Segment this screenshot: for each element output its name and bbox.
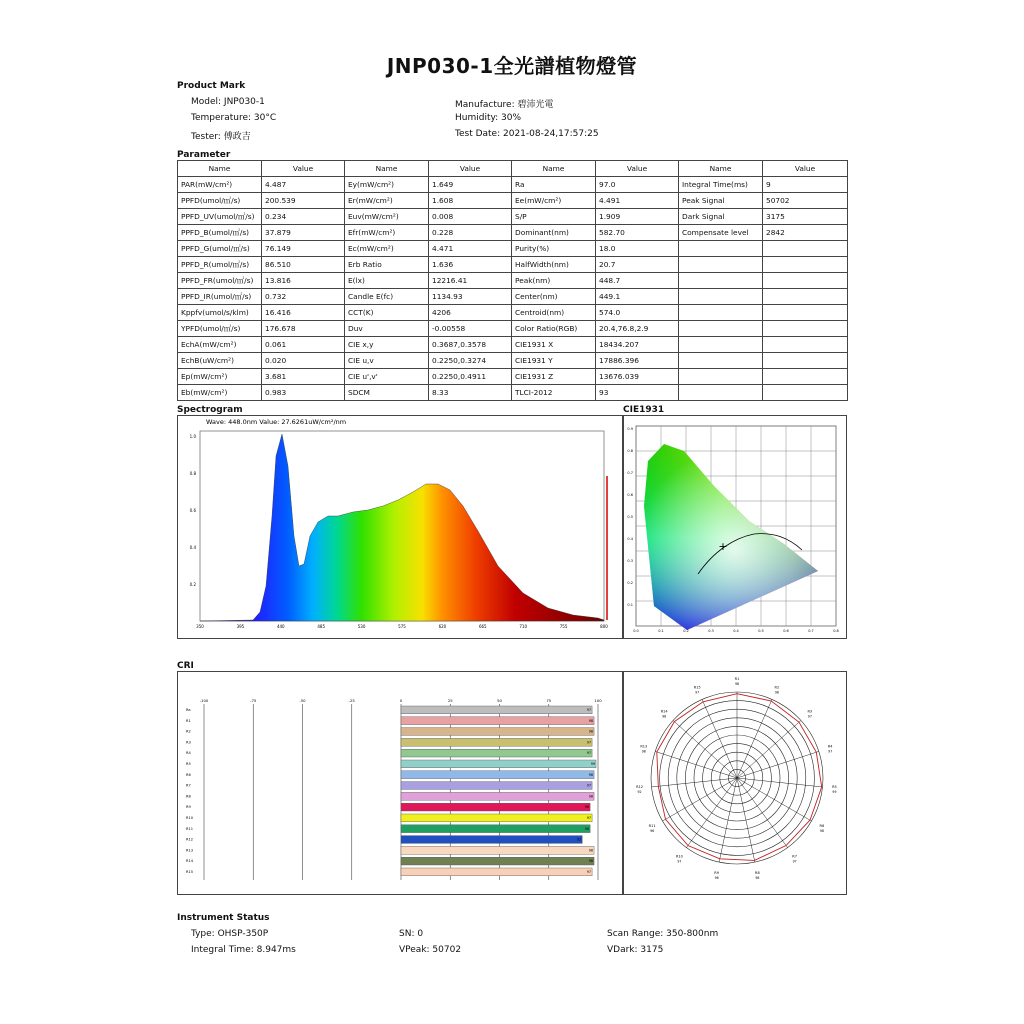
- param-name-cell: [679, 273, 763, 289]
- param-value-cell: 18.0: [596, 241, 679, 257]
- tester-field: Tester: 傅政吉: [191, 132, 251, 142]
- cie-x-tick: 0.8: [833, 629, 839, 633]
- cri-value: 98: [588, 859, 594, 864]
- polar-value: 96: [714, 875, 719, 880]
- param-value-cell: 18434.207: [596, 337, 679, 353]
- spec-x-tick: 395: [236, 624, 245, 629]
- param-value-cell: 1134.93: [429, 289, 512, 305]
- param-value-cell: 0.061: [262, 337, 345, 353]
- cri-bar: [401, 814, 592, 822]
- polar-value: 98: [662, 714, 667, 719]
- cri-axis-tick: 50: [497, 698, 502, 703]
- cri-axis-tick: -50: [299, 698, 306, 703]
- param-row: [178, 289, 848, 305]
- polar-label: R7: [792, 854, 797, 859]
- polar-value: 97: [792, 859, 797, 864]
- param-name-cell: Duv: [345, 321, 429, 337]
- param-value-cell: 20.7: [596, 257, 679, 273]
- cie-x-tick: 0.0: [633, 629, 639, 633]
- cri-label: R6: [186, 772, 191, 777]
- param-name-cell: [679, 321, 763, 337]
- param-name-cell: S/P: [512, 209, 596, 225]
- cie-y-tick: 0.4: [627, 537, 633, 541]
- cie-chart: [624, 416, 846, 638]
- param-name-cell: Candle E(fc): [345, 289, 429, 305]
- param-name-cell: TLCI-2012: [512, 385, 596, 401]
- param-value-cell: 97.0: [596, 177, 679, 193]
- cie-y-tick: 0.6: [627, 493, 633, 497]
- cri-bar: [401, 857, 594, 865]
- cie-y-tick: 0.3: [627, 559, 633, 563]
- instrument-vdark: VDark: 3175: [607, 945, 664, 955]
- cri-bar: [401, 825, 590, 833]
- humidity-field: Humidity: 30%: [455, 113, 522, 123]
- instrument-vpeak: VPeak: 50702: [399, 945, 462, 955]
- polar-value: 98: [819, 829, 824, 833]
- polar-value: 97: [807, 714, 812, 719]
- spec-x-tick: 620: [438, 624, 447, 629]
- cri-label: R15: [186, 870, 194, 874]
- param-value-cell: 20.4,76.8,2.9: [596, 321, 679, 337]
- param-value-cell: 1.608: [429, 193, 512, 209]
- cri-label: R12: [186, 837, 194, 842]
- polar-value: 97: [828, 749, 833, 754]
- cri-bar: [401, 728, 594, 736]
- cri-value: 96: [584, 826, 590, 831]
- cie-gamut: [624, 416, 846, 638]
- cri-value: 97: [586, 751, 592, 756]
- cie-point-marker: +: [718, 540, 728, 553]
- cri-bar: [401, 836, 582, 844]
- param-name-cell: EchB(uW/cm²): [178, 353, 262, 369]
- param-value-cell: [763, 257, 848, 273]
- param-value-cell: 0.983: [262, 385, 345, 401]
- cri-bar: [401, 868, 592, 876]
- cri-value: 96: [584, 805, 590, 810]
- param-row: [178, 273, 848, 289]
- param-name-cell: Purity(%): [512, 241, 596, 257]
- instrument-integral: Integral Time: 8.947ms: [191, 945, 296, 955]
- polar-label: R1: [734, 677, 740, 681]
- param-name-cell: Ep(mW/cm²): [178, 369, 262, 385]
- spec-x-tick: 350: [196, 624, 204, 629]
- param-row: [178, 257, 848, 273]
- cie-y-tick: 0.2: [627, 581, 633, 585]
- param-value-cell: 0.234: [262, 209, 345, 225]
- temperature-field: Temperature: 30°C: [191, 113, 277, 123]
- param-value-cell: 0.732: [262, 289, 345, 305]
- param-value-cell: [763, 241, 848, 257]
- polar-label: R5: [832, 785, 837, 790]
- param-row: [178, 321, 848, 337]
- cri-bar: [401, 706, 592, 714]
- param-name-cell: [679, 385, 763, 401]
- param-value-cell: 4206: [429, 305, 512, 321]
- param-header: Name: [512, 161, 596, 177]
- param-row: [178, 177, 848, 193]
- cie-x-tick: 0.4: [733, 629, 739, 633]
- param-name-cell: [679, 257, 763, 273]
- param-value-cell: 2842: [763, 225, 848, 241]
- cie-y-tick: 0.9: [627, 427, 633, 431]
- param-name-cell: Dark Signal: [679, 209, 763, 225]
- param-value-cell: 13676.039: [596, 369, 679, 385]
- cri-bar: [401, 717, 594, 725]
- param-value-cell: 448.7: [596, 273, 679, 289]
- spectrum-curve: [200, 434, 604, 621]
- param-name-cell: [679, 353, 763, 369]
- cie-x-tick: 0.7: [808, 629, 814, 633]
- instrument-sn: SN: 0: [399, 929, 424, 939]
- cri-bar: [401, 760, 596, 768]
- cie-x-tick: 0.5: [758, 629, 764, 633]
- polar-value: 98: [755, 875, 760, 880]
- cri-label: R2: [186, 729, 191, 734]
- param-name-cell: PPFD_IR(umol/㎡/s): [178, 289, 262, 305]
- param-value-cell: [763, 321, 848, 337]
- cri-axis-tick: -25: [348, 698, 355, 703]
- cie-y-tick: 0.5: [627, 515, 633, 519]
- param-name-cell: PPFD_UV(umol/㎡/s): [178, 209, 262, 225]
- param-value-cell: 449.1: [596, 289, 679, 305]
- param-name-cell: CIE u',v': [345, 369, 429, 385]
- param-name-cell: SDCM: [345, 385, 429, 401]
- param-name-cell: Euv(mW/cm²): [345, 209, 429, 225]
- spectrogram-heading: Spectrogram: [177, 405, 243, 415]
- polar-value: 98: [641, 749, 646, 754]
- polar-value: 92: [637, 790, 642, 795]
- param-value-cell: [763, 289, 848, 305]
- param-value-cell: 1.636: [429, 257, 512, 273]
- cie-y-tick: 0.7: [627, 471, 633, 475]
- spectrum-marker: [606, 476, 608, 620]
- cri-label: R3: [186, 740, 191, 745]
- param-row: [178, 193, 848, 209]
- param-value-cell: 4.471: [429, 241, 512, 257]
- polar-label: R8: [755, 870, 760, 875]
- param-row: [178, 209, 848, 225]
- cri-axis-tick: 0: [399, 698, 403, 703]
- param-value-cell: [763, 369, 848, 385]
- instrument-heading: Instrument Status: [177, 913, 270, 923]
- param-value-cell: 8.33: [429, 385, 512, 401]
- param-value-cell: 9: [763, 177, 848, 193]
- param-value-cell: 0.3687,0.3578: [429, 337, 512, 353]
- param-name-cell: Dominant(nm): [512, 225, 596, 241]
- param-name-cell: Er(mW/cm²): [345, 193, 429, 209]
- cri-axis-tick: -100: [199, 698, 209, 703]
- param-row: [178, 369, 848, 385]
- cri-axis-tick: 100: [594, 698, 602, 703]
- cie-x-tick: 0.1: [658, 629, 664, 633]
- cri-value: 97: [586, 783, 592, 788]
- polar-value: 99: [832, 790, 837, 795]
- param-name-cell: Eb(mW/cm²): [178, 385, 262, 401]
- polar-value: 96: [650, 829, 655, 833]
- param-value-cell: [763, 337, 848, 353]
- cri-polar-chart: [624, 672, 846, 894]
- model-field: Model: JNP030-1: [191, 97, 265, 107]
- param-name-cell: CCT(K): [345, 305, 429, 321]
- param-value-cell: 3175: [763, 209, 848, 225]
- spec-x-tick: 665: [478, 624, 487, 629]
- cri-value: 98: [588, 794, 594, 799]
- param-value-cell: 176.678: [262, 321, 345, 337]
- param-header: Value: [429, 161, 512, 177]
- spec-x-tick: 530: [357, 624, 366, 629]
- cri-label: R5: [186, 762, 191, 766]
- param-name-cell: Erb Ratio: [345, 257, 429, 273]
- param-name-cell: Centroid(nm): [512, 305, 596, 321]
- polar-label: R13: [640, 744, 648, 749]
- cri-heading: CRI: [177, 661, 194, 671]
- cri-value: 98: [588, 729, 594, 734]
- cri-bar: [401, 749, 592, 757]
- param-value-cell: 0.2250,0.3274: [429, 353, 512, 369]
- cri-bar-chart: [178, 672, 622, 894]
- param-value-cell: [763, 385, 848, 401]
- cri-label: R14: [186, 859, 194, 864]
- param-value-cell: 0.228: [429, 225, 512, 241]
- polar-label: R6: [819, 824, 825, 828]
- param-value-cell: 1.649: [429, 177, 512, 193]
- spectrogram-panel: [177, 415, 623, 639]
- polar-value: 98: [734, 682, 740, 686]
- cri-bar: [401, 846, 594, 854]
- cri-label: R11: [186, 826, 194, 831]
- param-row: [178, 305, 848, 321]
- param-name-cell: Peak Signal: [679, 193, 763, 209]
- spec-y-tick: 1.0: [189, 434, 196, 439]
- param-name-cell: E(lx): [345, 273, 429, 289]
- spec-y-tick: 0.6: [189, 508, 196, 513]
- polar-label: R4: [827, 744, 833, 749]
- spec-y-tick: 0.8: [189, 471, 196, 476]
- cri-bar: [401, 792, 594, 800]
- param-name-cell: PPFD_G(umol/㎡/s): [178, 241, 262, 257]
- param-row: [178, 353, 848, 369]
- cri-label: R1: [186, 718, 191, 723]
- cri-bar: [401, 738, 592, 746]
- param-name-cell: [679, 241, 763, 257]
- polar-label: R2: [774, 685, 780, 690]
- cie-x-tick: 0.3: [708, 629, 714, 633]
- param-value-cell: 12216.41: [429, 273, 512, 289]
- polar-label: R11: [648, 824, 656, 828]
- param-header: Name: [679, 161, 763, 177]
- param-value-cell: 0.020: [262, 353, 345, 369]
- parameter-heading: Parameter: [177, 150, 231, 160]
- param-row: [178, 337, 848, 353]
- cie-x-tick: 0.2: [683, 629, 689, 633]
- param-value-cell: 3.681: [262, 369, 345, 385]
- param-header: Value: [596, 161, 679, 177]
- cie-x-tick: 0.6: [783, 629, 789, 633]
- cri-label: Ra: [186, 708, 191, 712]
- cri-value: 97: [586, 870, 592, 874]
- param-name-cell: PPFD_R(umol/㎡/s): [178, 257, 262, 273]
- param-name-cell: [679, 289, 763, 305]
- polar-value: 98: [774, 690, 779, 695]
- spec-x-tick: 800: [600, 624, 608, 629]
- param-name-cell: EchA(mW/cm²): [178, 337, 262, 353]
- param-name-cell: Ey(mW/cm²): [345, 177, 429, 193]
- cri-bar: [401, 803, 590, 811]
- param-name-cell: PPFD_FR(umol/㎡/s): [178, 273, 262, 289]
- polar-value: 97: [677, 859, 682, 864]
- param-name-cell: CIE1931 X: [512, 337, 596, 353]
- param-name-cell: CIE x,y: [345, 337, 429, 353]
- param-header: Value: [763, 161, 848, 177]
- param-value-cell: 16.416: [262, 305, 345, 321]
- manufacture-field: Manufacture: 碧沛光電: [455, 100, 554, 110]
- cri-label: R13: [186, 848, 194, 853]
- param-name-cell: Kppfv(umol/s/klm): [178, 305, 262, 321]
- param-value-cell: 4.491: [596, 193, 679, 209]
- param-name-cell: Ra: [512, 177, 596, 193]
- param-row: [178, 225, 848, 241]
- cri-value: 98: [588, 848, 594, 853]
- cie-y-tick: 0.1: [627, 603, 633, 607]
- param-name-cell: PPFD(umol/㎡/s): [178, 193, 262, 209]
- spec-x-tick: 485: [317, 624, 326, 629]
- polar-label: R12: [636, 785, 643, 790]
- param-name-cell: CIE1931 Z: [512, 369, 596, 385]
- param-value-cell: 4.487: [262, 177, 345, 193]
- param-header: Value: [262, 161, 345, 177]
- param-value-cell: 200.539: [262, 193, 345, 209]
- cri-bar: [401, 782, 592, 790]
- cri-value: 92: [576, 837, 582, 842]
- param-value-cell: [763, 273, 848, 289]
- spec-x-tick: 710: [519, 624, 528, 629]
- cri-polar-panel: [623, 671, 847, 895]
- spec-y-tick: 0.2: [189, 582, 196, 587]
- polar-label: R3: [807, 709, 813, 714]
- instrument-type: Type: OHSP-350P: [191, 929, 269, 939]
- spec-x-tick: 575: [398, 624, 406, 629]
- param-name-cell: [679, 369, 763, 385]
- param-value-cell: 76.149: [262, 241, 345, 257]
- param-header: Name: [345, 161, 429, 177]
- param-name-cell: CIE1931 Y: [512, 353, 596, 369]
- param-value-cell: 574.0: [596, 305, 679, 321]
- cri-value: 98: [588, 772, 594, 777]
- cri-axis-tick: -75: [250, 698, 257, 703]
- param-name-cell: Integral Time(ms): [679, 177, 763, 193]
- spectrogram-chart: [178, 416, 622, 638]
- cri-value: 99: [590, 762, 596, 766]
- cri-value: 97: [586, 816, 592, 820]
- param-value-cell: [763, 305, 848, 321]
- param-name-cell: PPFD_B(umol/㎡/s): [178, 225, 262, 241]
- param-name-cell: HalfWidth(nm): [512, 257, 596, 273]
- cri-axis-tick: 75: [546, 698, 552, 703]
- cri-label: R10: [186, 816, 194, 820]
- param-name-cell: Color Ratio(RGB): [512, 321, 596, 337]
- param-name-cell: Peak(nm): [512, 273, 596, 289]
- param-name-cell: Compensate level: [679, 225, 763, 241]
- polar-label: R14: [660, 709, 668, 714]
- cri-value: 97: [586, 740, 592, 745]
- cri-bar: [401, 771, 594, 779]
- param-value-cell: 37.879: [262, 225, 345, 241]
- cri-axis-tick: 25: [447, 698, 453, 703]
- polar-label: R15: [693, 685, 701, 690]
- param-value-cell: 13.816: [262, 273, 345, 289]
- param-value-cell: 86.510: [262, 257, 345, 273]
- param-name-cell: Ee(mW/cm²): [512, 193, 596, 209]
- param-row: [178, 241, 848, 257]
- param-value-cell: 93: [596, 385, 679, 401]
- param-name-cell: YPFD(umol/㎡/s): [178, 321, 262, 337]
- param-value-cell: 1.909: [596, 209, 679, 225]
- cri-label: R9: [186, 805, 191, 810]
- spec-x-tick: 440: [276, 624, 285, 629]
- param-value-cell: 0.008: [429, 209, 512, 225]
- param-row: [178, 385, 848, 401]
- param-name-cell: [679, 305, 763, 321]
- param-name-cell: [679, 337, 763, 353]
- cri-value: 97: [586, 708, 592, 712]
- spec-x-tick: 755: [559, 624, 568, 629]
- cie-y-tick: 0.8: [627, 449, 633, 453]
- param-name-cell: Center(nm): [512, 289, 596, 305]
- cri-value: 98: [588, 718, 594, 723]
- polar-value: 97: [695, 690, 700, 695]
- page-title: JNP030-1全光譜植物燈管: [386, 54, 638, 78]
- param-header: Name: [178, 161, 262, 177]
- param-value-cell: -0.00558: [429, 321, 512, 337]
- polar-label: R10: [675, 854, 683, 859]
- param-name-cell: PAR(mW/cm²): [178, 177, 262, 193]
- product-mark-heading: Product Mark: [177, 81, 246, 91]
- polar-label: R9: [714, 870, 719, 875]
- param-value-cell: 50702: [763, 193, 848, 209]
- cri-label: R4: [186, 751, 191, 756]
- param-value-cell: [763, 353, 848, 369]
- cri-label: R8: [186, 794, 191, 799]
- param-value-cell: 582.70: [596, 225, 679, 241]
- param-name-cell: CIE u,v: [345, 353, 429, 369]
- cri-label: R7: [186, 783, 191, 788]
- param-name-cell: Ec(mW/cm²): [345, 241, 429, 257]
- param-value-cell: 0.2250,0.4911: [429, 369, 512, 385]
- cri-bar-panel: [177, 671, 623, 895]
- cie-heading: CIE1931: [623, 405, 665, 415]
- cie-panel: [623, 415, 847, 639]
- param-name-cell: Efr(mW/cm²): [345, 225, 429, 241]
- param-value-cell: 17886.396: [596, 353, 679, 369]
- spectrogram-wave-label: Wave: 448.0nm Value: 27.6261uW/cm²/nm: [206, 418, 347, 426]
- parameter-table: [177, 160, 848, 401]
- instrument-scan: Scan Range: 350-800nm: [607, 929, 719, 939]
- spec-y-tick: 0.4: [189, 545, 196, 550]
- test-date-field: Test Date: 2021-08-24,17:57:25: [455, 129, 599, 139]
